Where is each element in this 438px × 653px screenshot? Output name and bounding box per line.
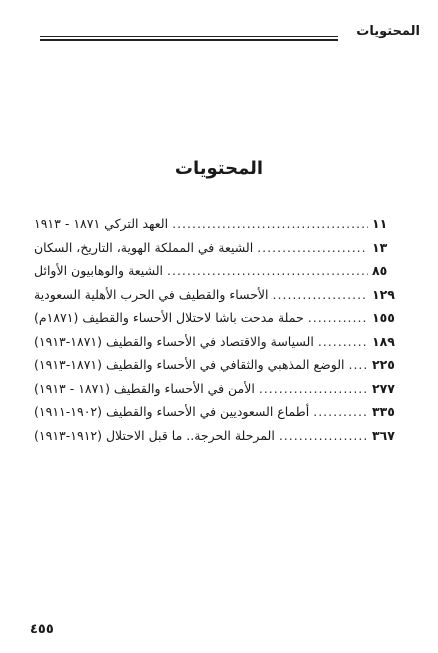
toc-entry[interactable] (34, 259, 406, 283)
entry-page-number: ١٣ (372, 239, 388, 255)
dot-leader (318, 330, 368, 354)
dot-leader (273, 283, 368, 307)
toc-entry[interactable] (34, 400, 406, 424)
dot-leader (313, 400, 368, 424)
toc-entry[interactable] (34, 353, 406, 377)
entry-title: الوضع المذهبي والثقافي في الأحساء والقطيف (١٨٧١-١٩١٣) (34, 357, 345, 372)
toc-entry[interactable] (34, 236, 406, 260)
toc-entry[interactable] (34, 283, 406, 307)
toc-entry[interactable] (34, 212, 406, 236)
dot-leader (348, 353, 368, 377)
running-title: المحتويات (356, 24, 420, 39)
dot-leader (172, 212, 368, 236)
entry-title: أطماع السعوديين في الأحساء والقطيف (١٩٠٢-١٩١١) (34, 404, 310, 419)
entry-title: السياسة والاقتصاد في الأحساء والقطيف (١٨٧١-١٩١٣) (34, 333, 314, 349)
entry-page-number: ٢٧٧ (372, 380, 395, 396)
entry-title: الأمن في الأحساء والقطيف (١٨٧١ - ١٩١٣) (34, 380, 255, 396)
header-rule (40, 36, 338, 41)
entry-page-number: ١٢٩ (372, 286, 395, 302)
dot-leader (259, 377, 368, 401)
toc-entry[interactable] (34, 330, 406, 354)
entry-title: المرحلة الحرجة.. ما قبل الاحتلال (١٩١٢-١٩١٣) (34, 427, 275, 443)
entry-title: الشيعة والوهابيون الأوائل (34, 263, 164, 278)
toc-entry[interactable] (34, 377, 406, 401)
entry-page-number: ٨٥ (372, 263, 388, 278)
entry-page-number: ٣٣٥ (372, 404, 395, 419)
entry-page-number: ٣٦٧ (372, 427, 395, 443)
toc-entry[interactable] (34, 424, 406, 448)
toc-list (34, 212, 406, 447)
toc-heading: المحتويات (174, 158, 264, 179)
entry-page-number: ١٥٥ (372, 310, 395, 325)
dot-leader (257, 236, 368, 260)
dot-leader (308, 306, 368, 330)
entry-title: الشيعة في المملكة الهوية، التاريخ، السكان (34, 239, 254, 255)
dot-leader (279, 424, 368, 448)
entry-page-number: ٢٢٥ (372, 357, 395, 372)
running-header (40, 24, 420, 44)
entry-page-number: ١١ (372, 216, 388, 231)
toc-entry[interactable] (34, 306, 406, 330)
entry-title: العهد التركي ١٨٧١ - ١٩١٣ (34, 216, 169, 231)
entry-title: حملة مدحت باشا لاحتلال الأحساء والقطيف (١٨٧١م) (34, 310, 304, 325)
dot-leader (167, 259, 368, 283)
entry-page-number: ١٨٩ (372, 333, 395, 349)
entry-title: الأحساء والقطيف في الحرب الأهلية السعودية (34, 286, 269, 302)
folio-page-number: ٤٥٥ (30, 622, 54, 637)
